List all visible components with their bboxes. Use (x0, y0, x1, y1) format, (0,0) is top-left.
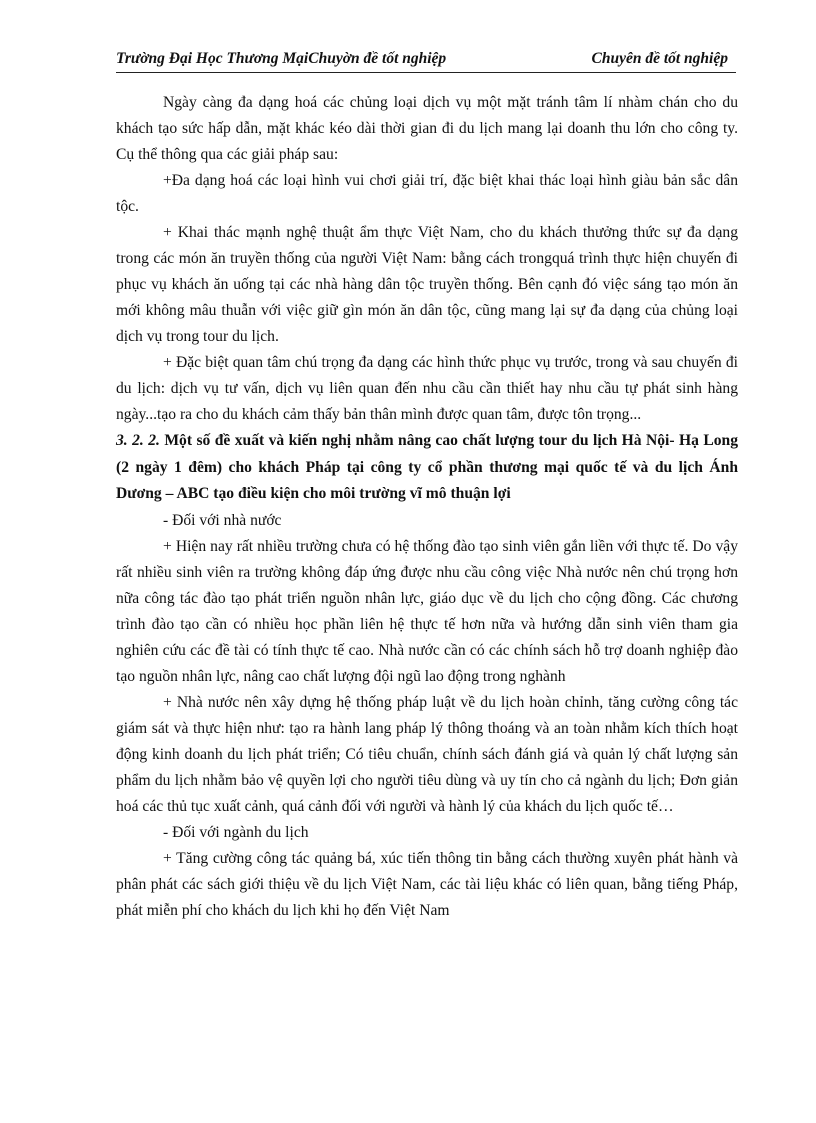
paragraph-state-label: - Đối với nhà nước (163, 511, 282, 529)
document-body (116, 90, 738, 924)
section-heading (116, 428, 738, 508)
paragraph-intro: Ngày càng đa dạng hoá các chủng loại dịch vụ một mặt tránh tâm lí nhàm chán cho du khách tạo sức hấp dẫn, mặt khác kéo dài thời gian đi du lịch mang lại doanh thu lớn cho công ty. Cụ thể thông qua các giải pháp sau: (116, 94, 738, 163)
paragraph-cuisine: + Khai thác mạnh nghệ thuật ẩm thực Việt Nam, cho du khách thưởng thức sự đa dạng trong các món ăn truyền thống của người Việt Nam: bằng cách trongquá trình thực hiện chuyến đi phục vụ khách ăn uống tại các nhà hàng dân tộc truyền thống. Bên cạnh đó việc sáng tạo món ăn mới không mâu thuẫn với việc giữ gìn món ăn dân tộc, cũng mang lại sự đa dạng của chủng loại dịch vụ trong tour du lịch. (116, 224, 738, 345)
section-number: 3. 2. 2. (116, 432, 160, 449)
page-header (116, 46, 736, 73)
header-right-text: Chuyên đề tốt nghiệp (591, 50, 728, 67)
paragraph-training: + Hiện nay rất nhiều trường chưa có hệ thống đào tạo sinh viên gắn liền với thực tế. Do vậy rất nhiều sinh viên ra trường không đáp ứng được nhu cầu công việc Nhà nước nên chú trọng hơn nữa công tác đào tạo phát triển nguồn nhân lực, giáo dục về du lịch cho cộng đồng. Các chương trình đào tạo cần có nhiều học phần liên hệ thực tế hơn nữa và hướng dẫn sinh viên tham gia nghiên cứu các đề tài có tính thực tế cao. Nhà nước cần có các chính sách hỗ trợ doanh nghiệp đào tạo nguồn nhân lực, nâng cao chất lượng đội ngũ lao động trong nghành (116, 537, 738, 685)
section-title: Một số đề xuất và kiến nghị nhằm nâng cao chất lượng tour du lịch Hà Nội- Hạ Long (2 ngày 1 đêm) cho khách Pháp tại công ty cổ phần thương mại quốc tế và du lịch Ánh Dương – ABC tạo điều kiện cho môi trường vĩ mô thuận lợi (116, 432, 738, 502)
paragraph-services: + Đặc biệt quan tâm chú trọng đa dạng các hình thức phục vụ trước, trong và sau chuyến đi du lịch: dịch vụ tư vấn, dịch vụ liên quan đến nhu cầu cần thiết hay nhu cầu tự phát sinh hàng ngày...tạo ra cho du khách cảm thấy bản thân mình được quan tâm, được tôn trọng... (116, 354, 738, 423)
paragraph-entertainment: +Đa dạng hoá các loại hình vui chơi giải trí, đặc biệt khai thác loại hình giàu bản sắc dân tộc. (116, 172, 738, 215)
paragraph-law: + Nhà nước nên xây dựng hệ thống pháp luật về du lịch hoàn chỉnh, tăng cường công tác giám sát và thực hiện như: tạo ra hành lang pháp lý thông thoáng và an toàn nhằm kích thích hoạt động kinh doanh du lịch phát triển; Có tiêu chuẩn, chính sách đánh giá và quản lý chất lượng sản phẩm du lịch nhằm bảo vệ quyền lợi cho người tiêu dùng và uy tín cho cả ngành du lịch; Đơn giản hoá các thủ tục xuất cảnh, quá cảnh đối với người và hành lý của khách du lịch quốc tế… (116, 693, 738, 815)
paragraph-industry-label: - Đối với ngành du lịch (163, 823, 309, 841)
paragraph-promotion: + Tăng cường công tác quảng bá, xúc tiến thông tin bằng cách thường xuyên phát hành và phân phát các sách giới thiệu về du lịch Việt Nam, các tài liệu khác có liên quan, bằng tiếng Pháp, phát miễn phí cho khách du lịch khi họ đến Việt Nam (116, 849, 738, 919)
header-left-text: Trường Đại Học Thương MạiChuyờn đề tốt nghiệp (116, 50, 447, 67)
